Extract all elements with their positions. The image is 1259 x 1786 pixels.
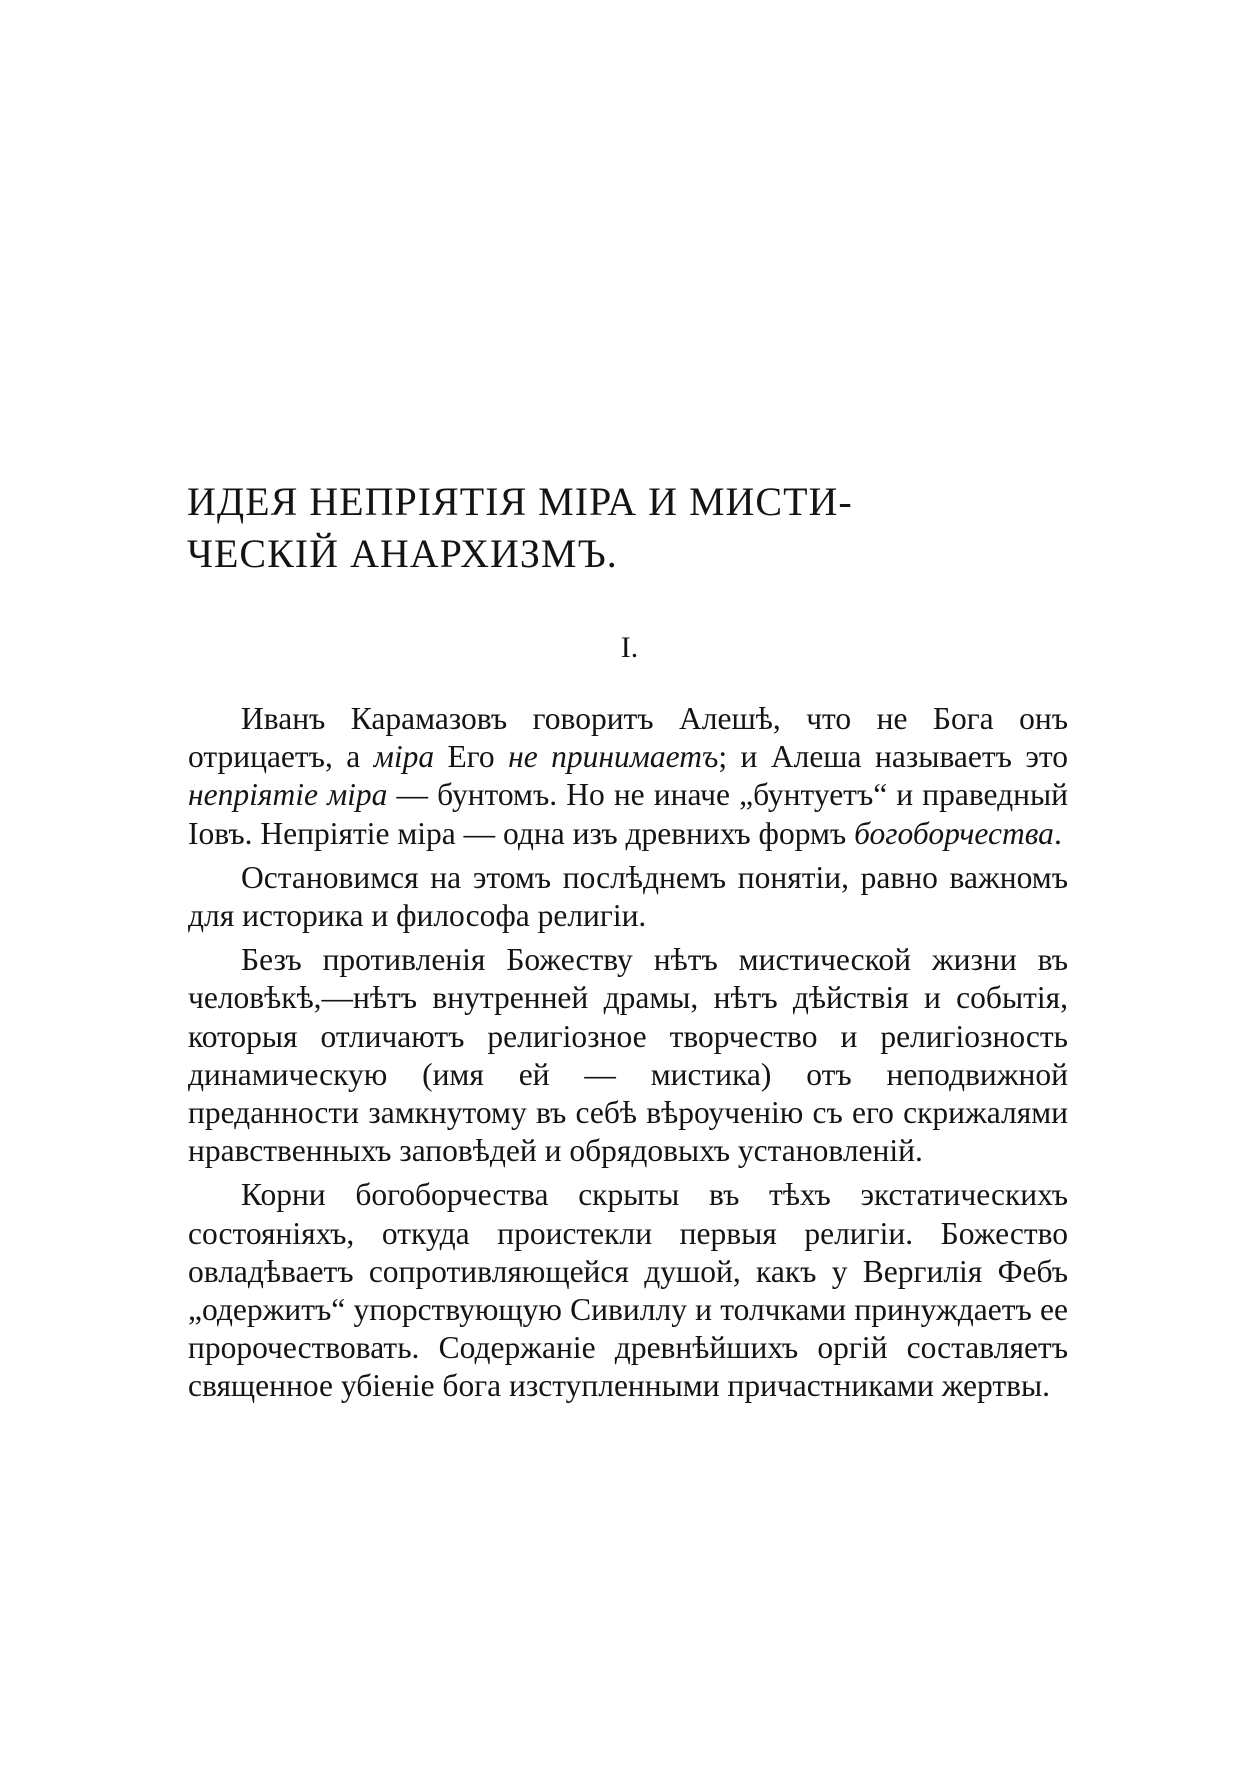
paragraph-1-text-b: Его <box>434 739 509 775</box>
paragraph-1-italic-ne-prinimaet: не принимаетъ <box>508 739 719 775</box>
paragraph-1-text-d: — бунтомъ. Но не иначе „бунтуетъ“ и праведный Іовъ. Непріятіе міра — одна изъ древнихъ формъ <box>188 777 1068 851</box>
paragraph-1 <box>188 700 1068 853</box>
section-number-text: I. <box>620 631 639 664</box>
paragraph-1-text-c: ; и Алеша называетъ это <box>718 739 1068 775</box>
paragraph-1-text-a: Иванъ Карамазовъ говоритъ Алешѣ, что не Бога онъ отрицаетъ, а <box>188 701 1068 775</box>
paragraph-4: Корни богоборчества скрыты въ тѣхъ экстатическихъ состояніяхъ, откуда проистекли первыя религіи. Божество овладѣваетъ сопротивляющейся душой, какъ у Вергилія Фебъ „одержитъ“ упорствующую Сивиллу и толчками принуждаетъ ее пророчествовать. Содержаніе древнѣйшихъ оргій составляетъ священное убіеніе бога изступленными причастниками жертвы. <box>188 1177 1068 1404</box>
paragraph-1-text-e: . <box>1053 815 1062 851</box>
chapter-title <box>187 476 887 580</box>
section-number <box>0 628 1259 668</box>
paragraph-3: Безъ противленія Божеству нѣтъ мистической жизни въ человѣкѣ,—нѣтъ внутренней драмы, нѣтъ дѣйствія и событія, которыя отличаютъ религіозное творчество и религіозность динамическую (имя ей — мистика) отъ неподвижной преданности замкнутому въ себѣ вѣроученію съ его скрижалями нравственныхъ заповѣдей и обрядовыхъ установленій. <box>188 942 1068 1169</box>
chapter-title-line-1: ИДЕЯ НЕПРІЯТІЯ МІРА И МИСТИ- <box>187 479 853 524</box>
paragraph-1-italic-mira: міра <box>373 739 435 775</box>
paragraph-2: Остановимся на этомъ послѣднемъ понятіи, равно важномъ для историка и философа религіи. <box>188 859 1068 934</box>
paragraph-1-italic-nepriyatie-mira: непріятіе міра <box>188 777 388 813</box>
chapter-title-line-2: ЧЕСКІЙ АНАРХИЗМЪ. <box>187 531 618 576</box>
body-text <box>188 700 1068 1412</box>
paragraph-1-italic-bogoborchestva: богоборчества <box>854 815 1054 851</box>
